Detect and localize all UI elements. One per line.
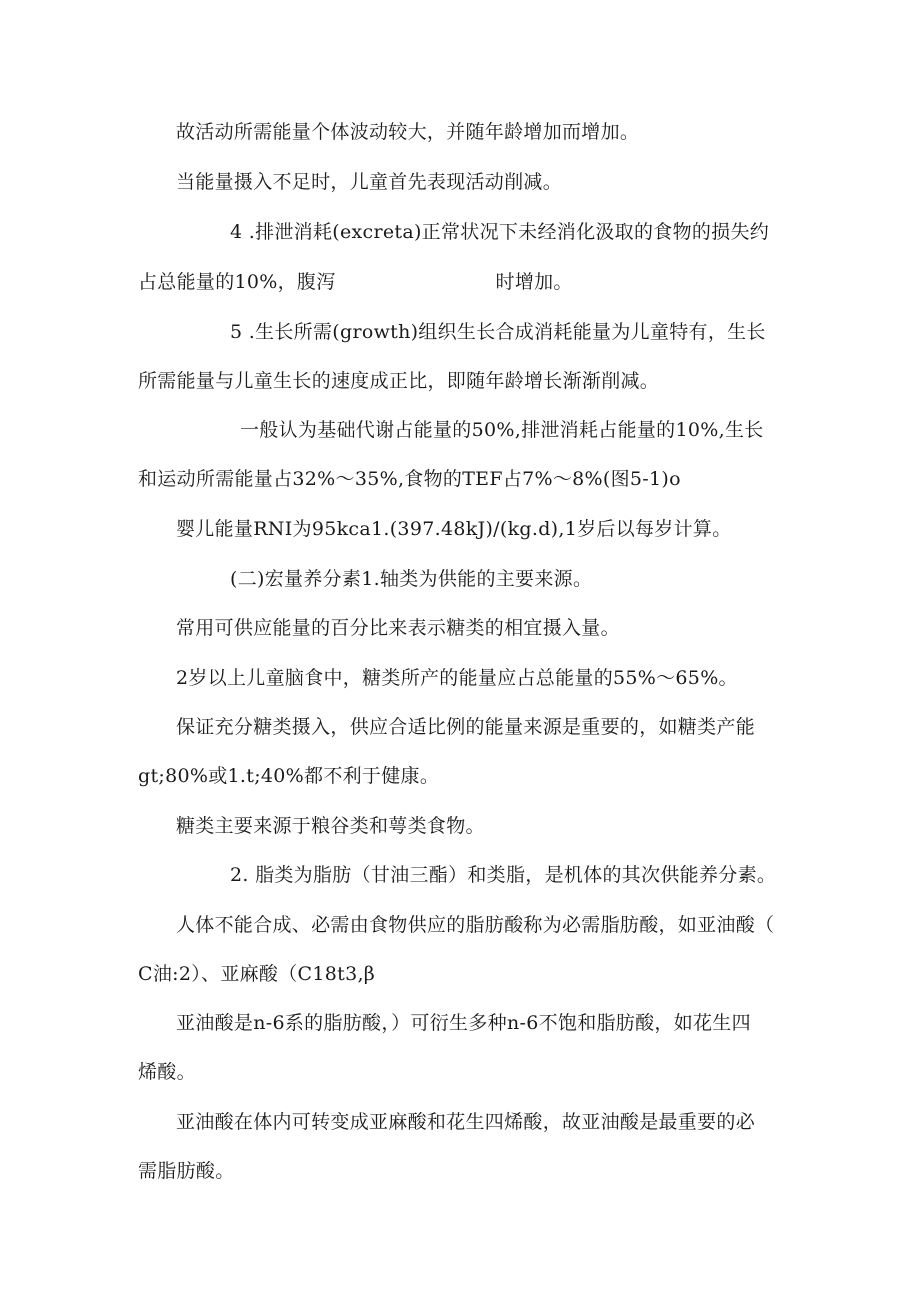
paragraph-line: gt;80%或1.t;40%都不利于健康。 [138,765,440,787]
paragraph-line: 亚油酸是n-6系的脂肪酸，）可衍生多种n-6不饱和脂肪酸，如花生四 [176,1012,751,1034]
paragraph-line: 一般认为基础代谢占能量的50%,排泄消耗占能量的10%,生长 [240,419,764,441]
paragraph-line: 糖类主要来源于粮谷类和萼类食物。 [176,815,485,837]
paragraph-line: 亚油酸在体内可转变成亚麻酸和花生四烯酸，故亚油酸是最重要的必 [176,1111,756,1133]
text-fragment: 占总能量的10%，腹泻 [138,271,336,293]
text-fragment: 时增加。 [495,271,573,293]
paragraph-line: 保证充分糖类摄入，供应合适比例的能量来源是重要的，如糖类产能 [176,716,756,738]
paragraph-line: 需脂肪酸。 [138,1160,235,1182]
paragraph-line: 4 .排泄消耗(excreta)正常状况下未经消化汲取的食物的损失约 [230,221,770,243]
paragraph-line: 人体不能合成、必需由食物供应的脂肪酸称为必需脂肪酸，如亚油酸（ [176,914,775,936]
paragraph-line: (二)宏量养分素1.轴类为供能的主要来源。 [230,568,593,590]
paragraph-line: 所需能量与儿童生长的速度成正比，即随年龄增长渐渐削减。 [138,370,660,392]
paragraph-line: 烯酸。 [138,1061,196,1083]
paragraph-line: 当能量摄入不足时，儿童首先表现活动削减。 [176,171,563,193]
paragraph-line: 婴儿能量RNI为95kca1.(397.48kJ)/(kg.d),1岁后以每岁计算。 [176,518,732,540]
paragraph-line: 2岁以上儿童脑食中，糖类所产的能量应占总能量的55%～65%。 [176,667,738,689]
paragraph-line: 和运动所需能量占32%～35%,食物的TEF占7%～8%(图5-1)o [138,468,681,490]
paragraph-line: 常用可供应能量的百分比来表示糖类的相宜摄入量。 [176,617,620,639]
paragraph-line: 故活动所需能量个体波动较大，并随年龄增加而增加。 [176,121,640,143]
paragraph-line [138,269,573,295]
paragraph-line: 2. 脂类为脂肪（甘油三酯）和类脂，是机体的其次供能养分素。 [230,864,777,886]
paragraph-line: 5 .生长所需(growth)组织生长合成消耗能量为儿童特有，生长 [230,321,766,343]
paragraph-line: C油:2）、亚麻酸（C18t3,β [138,963,376,985]
